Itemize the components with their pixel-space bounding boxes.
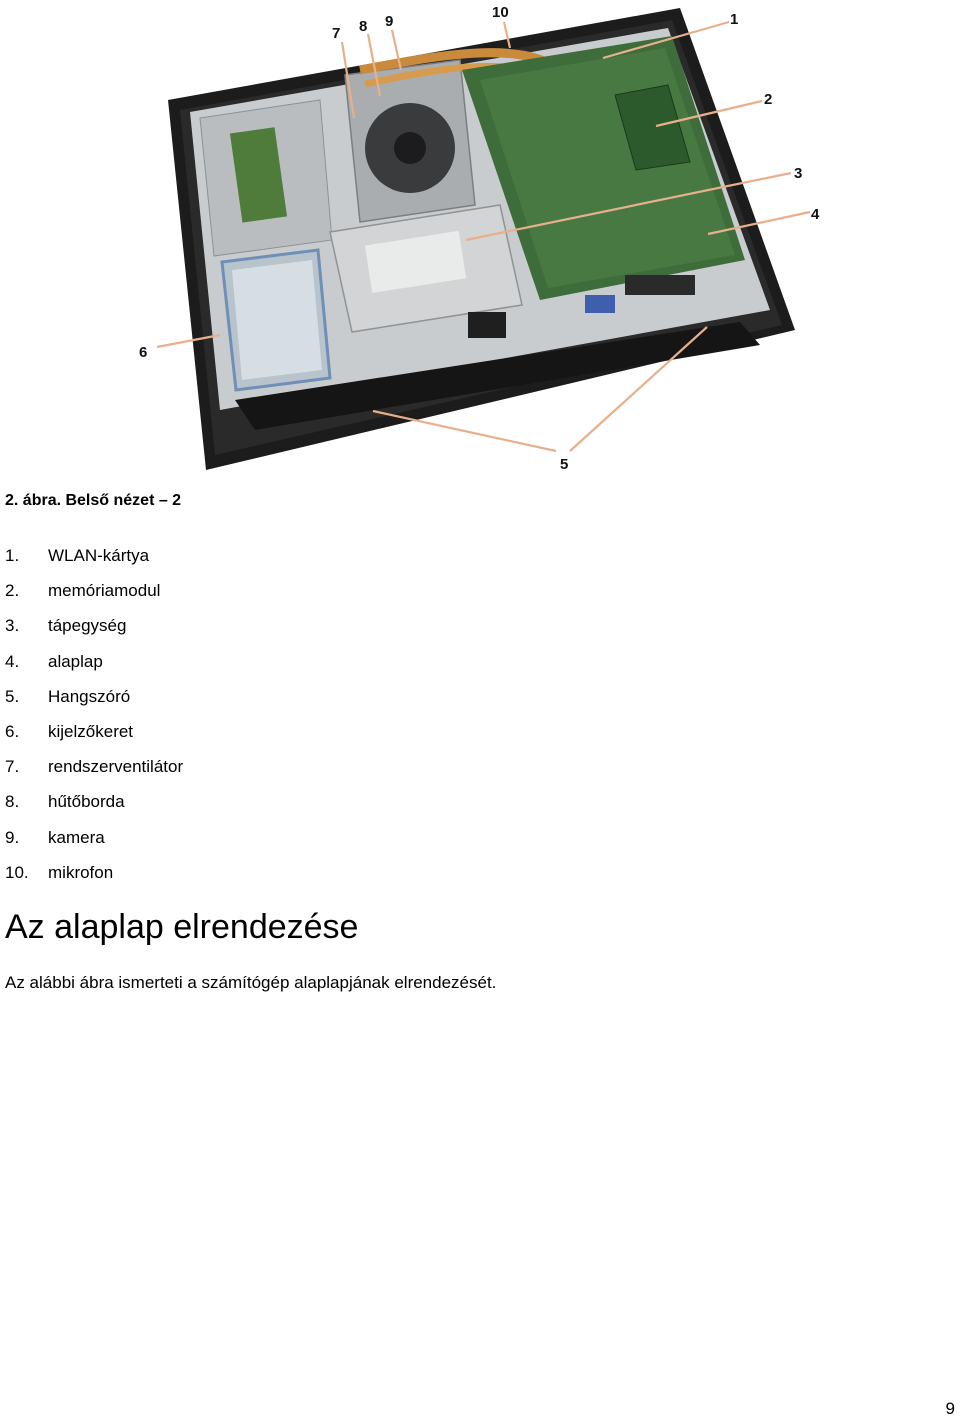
- usb-ports: [625, 275, 695, 295]
- legend-item: [5, 608, 183, 643]
- legend-number: 7.: [5, 757, 20, 777]
- legend-item: [5, 784, 183, 819]
- legend-item: [5, 820, 183, 855]
- vga-port: [585, 295, 615, 313]
- callout-3: 3: [794, 165, 803, 182]
- legend-label: tápegység: [48, 616, 127, 636]
- legend-label: memóriamodul: [48, 581, 161, 601]
- power-connector: [468, 312, 506, 338]
- legend-label: kijelzőkeret: [48, 721, 134, 741]
- legend-item: [5, 679, 183, 714]
- legend-label: hűtőborda: [48, 792, 125, 812]
- legend-label: rendszerventilátor: [48, 757, 184, 777]
- legend-number: 3.: [5, 616, 20, 636]
- legend-item: [5, 714, 183, 749]
- legend-number: 6.: [5, 721, 20, 741]
- callout-10: 10: [492, 4, 509, 21]
- legend-label: Hangszóró: [48, 686, 131, 706]
- legend-number: 2.: [5, 581, 20, 601]
- internal-view-figure: [0, 0, 960, 480]
- legend-label: alaplap: [48, 651, 103, 671]
- callout-5: 5: [560, 456, 569, 473]
- page-number: 9: [945, 1399, 955, 1418]
- leader-line-5a: [373, 411, 556, 451]
- legend-number: 8.: [5, 792, 20, 812]
- legend-label: WLAN-kártya: [48, 546, 150, 565]
- system-fan-hub: [394, 132, 426, 164]
- callout-8: 8: [359, 18, 368, 35]
- callout-7: 7: [332, 25, 341, 42]
- callout-1: 1: [730, 11, 739, 28]
- hdd-top-cover: [232, 260, 322, 380]
- legend-label: kamera: [48, 827, 105, 847]
- legend-item: [5, 749, 183, 784]
- legend-item: [5, 573, 183, 608]
- legend-number: 4.: [5, 651, 20, 671]
- callout-2: 2: [764, 91, 773, 108]
- legend-label: mikrofon: [48, 862, 114, 882]
- section-title: Az alaplap elrendezése: [5, 908, 359, 946]
- figure-caption: 2. ábra. Belső nézet – 2: [5, 492, 182, 509]
- legend-number: 5.: [5, 686, 20, 706]
- legend-item: [5, 855, 183, 890]
- section-intro: Az alábbi ábra ismerteti a számítógép alaplapjának elrendezését.: [5, 973, 497, 992]
- legend-number: 1.: [5, 546, 20, 565]
- legend-number: 9.: [5, 827, 20, 847]
- callout-4: 4: [811, 206, 820, 223]
- legend-item: [5, 644, 183, 679]
- legend-number: 10.: [5, 862, 29, 882]
- component-legend: [5, 538, 183, 890]
- legend-item: [5, 538, 183, 573]
- callout-9: 9: [385, 13, 394, 30]
- callout-6: 6: [139, 344, 148, 361]
